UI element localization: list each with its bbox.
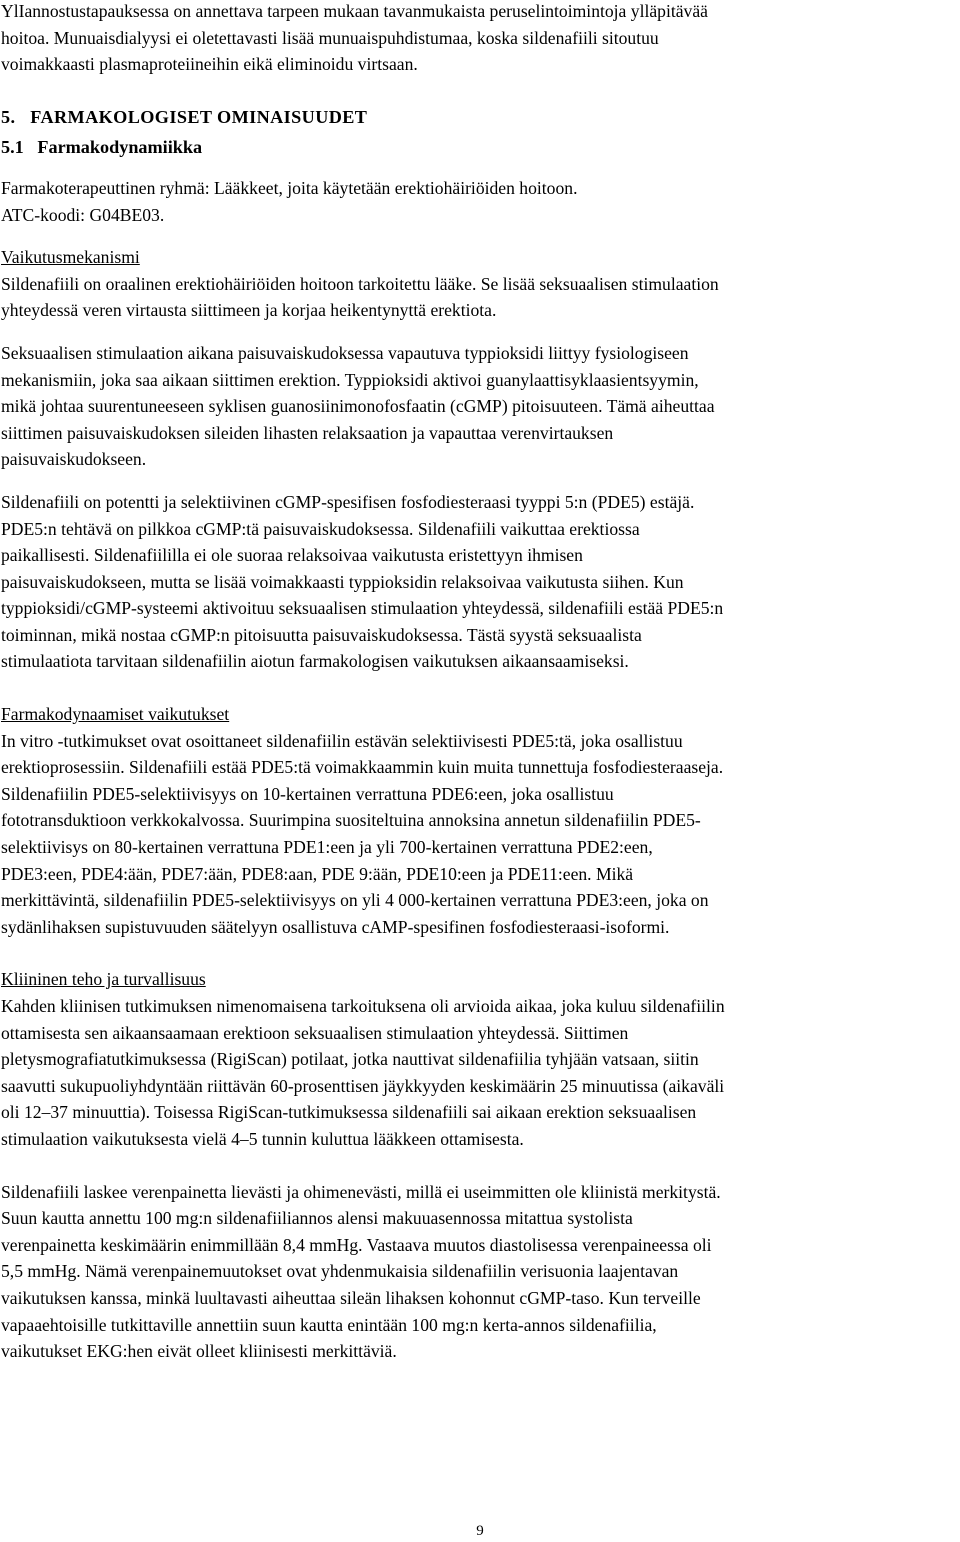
text-line: Sildenafiili on oraalinen erektiohäiriöiden hoitoon tarkoitettu lääke. Se lisää seksuaalisen stimulaation	[1, 273, 719, 294]
text-line: pletysmografiatutkimuksessa (RigiScan) potilaat, jotka nauttivat sildenafiilia tyhjään vatsaan, siitin	[1, 1049, 699, 1070]
text-line: YlIannostustapauksessa on annettava tarpeen mukaan tavanmukaista peruselintoimintoja ylläpitävää	[1, 1, 708, 21]
mechanism-paragraph-3	[1, 489, 957, 675]
clinical-paragraph-2	[1, 1179, 957, 1365]
text-line: selektiivisys on 80-kertainen verrattuna PDE1:een ja yli 700-kertainen verrattuna PDE2:een,	[1, 837, 653, 858]
text-line: oli 12–37 minuuttia). Toisessa RigiScan-tutkimuksessa sildenafiili sai aikaan erektion seksuaalisen	[1, 1102, 697, 1123]
text-line: paikallisesti. Sildenafiililla ei ole suoraa relaksoivaa vaikutusta eristettyyn ihmisen	[1, 545, 583, 566]
document-page	[1, 0, 957, 1365]
text-line: vaikutuksen kanssa, minkä luultavasti aiheuttaa sileän lihaksen kohonnut cGMP-taso. Kun terveille	[1, 1287, 701, 1308]
text-line: yhteydessä veren virtausta siittimeen ja korjaa heikentynyttä erektiota.	[1, 300, 497, 321]
text-line: voimakkaasti plasmaproteiineihin eikä eliminoidu virtsaan.	[1, 54, 418, 75]
classification-paragraph	[1, 175, 957, 228]
text-line: toiminnan, mikä nostaa cGMP:n pitoisuutta paisuvaiskudoksessa. Tästä syystä seksuaalista	[1, 624, 642, 645]
clinical-paragraph-1	[1, 993, 957, 1153]
pd-effects-paragraph	[1, 728, 957, 941]
section-5-1-number: 5.1	[1, 137, 24, 158]
text-line: ATC-koodi: G04BE03.	[1, 204, 165, 225]
text-line: paisuvaiskudokseen, mutta se lisää voimakkaasti typpioksidin relaksoivaa vaikutusta siihen. Kun	[1, 571, 684, 592]
text-line: vaikutukset EKG:hen eivät olleet kliinisesti merkittäviä.	[1, 1341, 397, 1362]
section-5-number: 5.	[1, 106, 16, 127]
text-line: PDE3:een, PDE4:ään, PDE7:ään, PDE8:aan, PDE 9:ään, PDE10:een ja PDE11:een. Mikä	[1, 863, 634, 884]
text-line: Sildenafiilin PDE5-selektiivisyys on 10-kertainen verrattuna PDE6:een, joka osallistuu	[1, 783, 614, 804]
text-line: typpioksidi/cGMP-systeemi aktivoituu seksuaalisen stimulaation yhteydessä, sildenafiili estää PDE5:n	[1, 598, 724, 619]
text-line: ottamisesta sen aikaansaamaan erektioon seksuaalisen stimulaation yhteydessä. Siittimen	[1, 1022, 629, 1043]
text-line: mikä johtaa suurentuneeseen syklisen guanosiinimonofosfaatin (cGMP) pitoisuuteen. Tämä aiheuttaa	[1, 396, 715, 417]
text-line: verenpainetta keskimäärin enimmillään 8,4 mmHg. Vastaava muutos diastolisessa verenpaineessa oli	[1, 1234, 712, 1255]
text-line: mekanismiin, joka saa aikaan siittimen erektion. Typpioksidi aktivoi guanylaattisyklaasientsyymin,	[1, 369, 699, 390]
text-line: siittimen paisuvaiskudoksen sileiden lihasten relaksaation ja vapauttaa verenvirtauksen	[1, 422, 614, 443]
mechanism-heading: Vaikutusmekanismi	[1, 247, 140, 268]
text-line: erektioprosessiin. Sildenafiili estää PDE5:tä voimakkaammin kuin muita tunnettuja fosfodiesteraaseja.	[1, 757, 724, 778]
page-number: 9	[476, 1523, 484, 1539]
clinical-heading: Kliininen teho ja turvallisuus	[1, 969, 206, 990]
text-line: stimulaation vaikutuksesta vielä 4–5 tunnin kuluttua lääkkeen ottamisesta.	[1, 1128, 524, 1149]
text-line: hoitoa. Munuaisdialyysi ei oletettavasti lisää munuaispuhdistumaa, koska sildenafiili sitoutuu	[1, 27, 659, 48]
text-line: 5,5 mmHg. Nämä verenpainemuutokset ovat yhdenmukaisia sildenafiilin verisuonia laajentavan	[1, 1261, 679, 1282]
text-line: merkittävintä, sildenafiilin PDE5-selektiivisyys on yli 4 000-kertainen verrattuna PDE3:een, joka on	[1, 890, 709, 911]
text-line: Sildenafiili laskee verenpainetta lievästi ja ohimenevästi, millä ei useimmitten ole kliinistä merkitystä.	[1, 1181, 721, 1202]
section-5-title: FARMAKOLOGISET OMINAISUUDET	[30, 106, 368, 127]
text-line: paisuvaiskudokseen.	[1, 449, 147, 470]
section-5-1-title: Farmakodynamiikka	[37, 137, 203, 158]
section-5-heading	[1, 104, 957, 131]
text-line: In vitro -tutkimukset ovat osoittaneet sildenafiilin estävän selektiivisesti PDE5:tä, joka osallistuu	[1, 730, 683, 751]
mechanism-paragraph-1	[1, 271, 957, 324]
text-line: Sildenafiili on potentti ja selektiivinen cGMP-spesifisen fosfodiesteraasi tyyppi 5:n (PDE5) estäjä.	[1, 491, 695, 512]
text-line: Seksuaalisen stimulaation aikana paisuvaiskudoksessa vapautuva typpioksidi liittyy fysiologiseen	[1, 342, 689, 363]
text-line: vapaaehtoisille tutkittaville annettiin suun kautta enintään 100 mg:n kerta-annos sildenafiilia,	[1, 1314, 657, 1335]
mechanism-paragraph-2	[1, 340, 957, 473]
text-line: sydänlihaksen supistuvuuden säätelyyn osallistuva cAMP-spesifinen fosfodiesteraasi-isoformi.	[1, 916, 670, 937]
text-line: Suun kautta annettu 100 mg:n sildenafiiliannos alensi makuuasennossa mitattua systolista	[1, 1208, 633, 1229]
text-line: PDE5:n tehtävä on pilkkoa cGMP:tä paisuvaiskudoksessa. Sildenafiili vaikuttaa erektiossa	[1, 518, 640, 539]
section-5-1-heading	[1, 134, 957, 161]
text-line: fototransduktioon verkkokalvossa. Suurimpina suositeltuina annoksina annetun sildenafiilin PDE5-	[1, 810, 701, 831]
intro-paragraph	[1, 0, 957, 78]
text-line: Kahden kliinisen tutkimuksen nimenomaisena tarkoituksena oli arvioida aikaa, joka kuluu sildenafiilin	[1, 996, 725, 1016]
text-line: Farmakoterapeuttinen ryhmä: Lääkkeet, joita käytetään erektiohäiriöiden hoitoon.	[1, 177, 578, 198]
text-line: stimulaatiota tarvitaan sildenafiilin aiotun farmakologisen vaikutuksen aikaansaamiseksi.	[1, 651, 629, 672]
text-line: saavutti sukupuoliyhdyntään riittävän 60-prosenttisen jäykkyyden keskimäärin 25 minuutissa (aikaväli	[1, 1075, 725, 1096]
pd-effects-heading: Farmakodynaamiset vaikutukset	[1, 704, 230, 725]
